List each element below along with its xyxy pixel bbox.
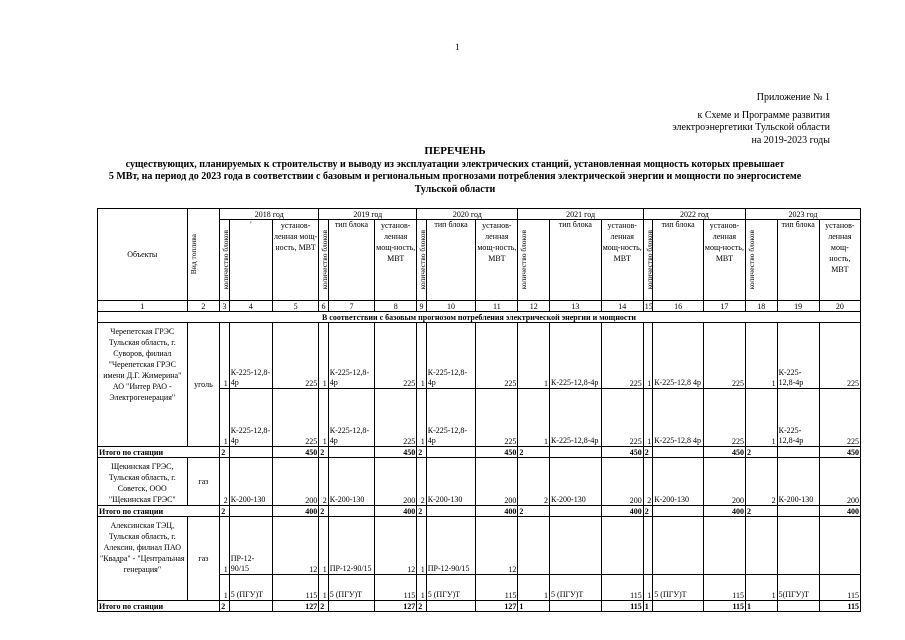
installed-power: 200 xyxy=(375,458,417,506)
column-number: 18 xyxy=(746,301,778,312)
total-power: 400 xyxy=(272,506,318,517)
document-title xyxy=(60,145,850,196)
block-type: К-225-12,8-4р xyxy=(550,389,602,447)
column-header-power: установ-ленная мощ-ность, МВТ xyxy=(476,220,518,301)
block-count: 2 xyxy=(417,458,426,506)
fuel-type: уголь xyxy=(187,323,220,447)
total-count: 2 xyxy=(220,447,229,458)
block-type: ПР-12-90/15 xyxy=(229,517,272,575)
block-type: 5 (ПГУ)Т xyxy=(653,575,704,601)
station-total-label: Итого по станции xyxy=(98,447,220,458)
block-count: 1 xyxy=(319,517,328,575)
block-count: 1 xyxy=(643,389,652,447)
installed-power: 115 xyxy=(819,575,860,601)
block-type: К-225-12,8-4р xyxy=(426,323,476,389)
column-header-fuel xyxy=(187,209,220,301)
total-type-empty xyxy=(426,601,476,612)
installed-power: 115 xyxy=(601,575,643,601)
total-count: 2 xyxy=(518,447,550,458)
total-power: 450 xyxy=(819,447,860,458)
block-count: 1 xyxy=(643,323,652,389)
column-header-count-label: количество блоков xyxy=(644,230,654,290)
total-type-empty xyxy=(229,506,272,517)
block-count: 1 xyxy=(220,517,229,575)
column-header-count-label: количество блоков xyxy=(221,230,231,290)
installed-power: 115 xyxy=(272,575,318,601)
total-power: 127 xyxy=(476,601,518,612)
column-header-count xyxy=(518,220,550,301)
column-number: 4 xyxy=(229,301,272,312)
block-type: 5 (ПГУ)Т xyxy=(550,575,602,601)
column-header-power: установ-ленная мощ-ность, МВТ xyxy=(375,220,417,301)
appendix-line: электроэнергетики Тульской области xyxy=(672,122,830,133)
block-type: ПР-12-90/15 xyxy=(426,517,476,575)
installed-power: 200 xyxy=(819,458,860,506)
total-count: 2 xyxy=(220,506,229,517)
total-count: 2 xyxy=(746,447,778,458)
installed-power: 115 xyxy=(703,575,745,601)
block-count: 1 xyxy=(746,575,778,601)
total-power: 115 xyxy=(703,601,745,612)
installed-power: 12 xyxy=(375,517,417,575)
station-total-row xyxy=(98,506,861,517)
block-count: 2 xyxy=(643,458,652,506)
installed-power: 225 xyxy=(703,389,745,447)
station-total-row xyxy=(98,601,861,612)
year-header: 2019 год xyxy=(319,209,417,220)
block-count xyxy=(746,517,778,575)
header-row-years xyxy=(98,209,861,220)
column-header-objects: Объекты xyxy=(98,209,188,301)
column-header-fuel-label: Вид топлива xyxy=(188,234,198,275)
column-header-count-label: количество блоков xyxy=(747,230,756,290)
total-count: 2 xyxy=(518,506,550,517)
appendix-block xyxy=(570,92,830,147)
column-header-count xyxy=(643,220,652,301)
block-type: К-200-130 xyxy=(328,458,374,506)
total-power: 400 xyxy=(375,506,417,517)
station-total-label: Итого по станции xyxy=(98,601,220,612)
total-type-empty xyxy=(550,506,602,517)
block-count: 1 xyxy=(319,575,328,601)
block-type: 5 (ПГУ)Т xyxy=(229,575,272,601)
column-number: 13 xyxy=(550,301,602,312)
block-type: ПР-12-90/15 xyxy=(328,517,374,575)
station-row xyxy=(98,323,861,389)
station-total-label: Итого по станции xyxy=(98,506,220,517)
section-row xyxy=(98,312,861,323)
installed-power: 200 xyxy=(601,458,643,506)
column-header-count-label: количество блоков xyxy=(418,230,428,290)
column-number: 19 xyxy=(777,301,819,312)
block-type: К-200-130 xyxy=(229,458,272,506)
total-type-empty xyxy=(653,601,704,612)
page-number: 1 xyxy=(455,42,460,52)
block-type: К-225-12,8-4р xyxy=(550,323,602,389)
total-power: 127 xyxy=(375,601,417,612)
total-power: 127 xyxy=(272,601,318,612)
installed-power: 225 xyxy=(703,323,745,389)
total-count: 2 xyxy=(643,506,652,517)
total-type-empty xyxy=(426,506,476,517)
column-header-power: установ-ленная мощ-ность, МВТ xyxy=(819,220,860,301)
block-count: 1 xyxy=(220,575,229,601)
station-name: Алексинская ТЭЦ, Тульская область, г. Алексин, филиал ПАО "Квадра" - "Центральная генерация" xyxy=(98,517,188,601)
fuel-type: газ xyxy=(187,458,220,506)
installed-power: 115 xyxy=(476,575,518,601)
block-count: 2 xyxy=(319,458,328,506)
block-type: К-225-12,8-4р xyxy=(777,389,819,447)
block-count: 1 xyxy=(417,575,426,601)
block-type: К-225-12,8-4р xyxy=(229,323,272,389)
block-count: 1 xyxy=(319,323,328,389)
block-type: К-200-130 xyxy=(653,458,704,506)
block-type xyxy=(550,517,602,575)
block-type: 5(ПГУ)Т xyxy=(777,575,819,601)
column-header-type: тип блока xyxy=(550,220,602,301)
installed-power: 225 xyxy=(375,323,417,389)
total-type-empty xyxy=(328,506,374,517)
column-number: 6 xyxy=(319,301,328,312)
column-number: 9 xyxy=(417,301,426,312)
block-type xyxy=(777,517,819,575)
total-count: 2 xyxy=(319,506,328,517)
installed-power xyxy=(703,517,745,575)
column-header-count-label: количество блоков xyxy=(519,230,529,290)
total-count: 2 xyxy=(319,601,328,612)
column-number: 16 xyxy=(653,301,704,312)
year-header: 2023 год xyxy=(746,209,861,220)
installed-power: 225 xyxy=(375,389,417,447)
block-type: К-225-12,8-4р xyxy=(328,389,374,447)
stations-table xyxy=(97,208,861,612)
total-count: 2 xyxy=(417,601,426,612)
installed-power: 225 xyxy=(272,323,318,389)
column-numbers-row xyxy=(98,301,861,312)
column-header-count xyxy=(319,220,328,301)
total-type-empty xyxy=(653,447,704,458)
total-count: 1 xyxy=(518,601,550,612)
block-type: 5 (ПГУ)Т xyxy=(426,575,476,601)
installed-power: 200 xyxy=(703,458,745,506)
appendix-title: Приложение № 1 xyxy=(756,92,830,103)
installed-power: 225 xyxy=(601,323,643,389)
total-type-empty xyxy=(550,601,602,612)
block-count xyxy=(643,517,652,575)
station-name: Черепетская ГРЭС Тульская область, г. Суворов, филиал "Черепетская ГРЭС имени Д.Г. Жимерина" АО "Интер РАО - Электрогенерация" xyxy=(98,323,188,447)
column-number: 1 xyxy=(98,301,188,312)
column-header-count-label: количество блоков xyxy=(320,230,330,290)
total-type-empty xyxy=(426,447,476,458)
block-count: 1 xyxy=(518,575,550,601)
station-row xyxy=(98,517,861,575)
total-type-empty xyxy=(777,447,819,458)
block-count: 1 xyxy=(417,323,426,389)
block-type: К-225-12,8 4р xyxy=(653,323,704,389)
total-count: 2 xyxy=(417,506,426,517)
total-power: 450 xyxy=(375,447,417,458)
column-header-type: тип блока xyxy=(426,220,476,301)
year-header: 2020 год xyxy=(417,209,518,220)
block-count: 1 xyxy=(417,389,426,447)
installed-power: 200 xyxy=(272,458,318,506)
station-name: Щекинская ГРЭС, Тульская область, г. Советск, ООО "Щекинская ГРЭС" xyxy=(98,458,188,506)
column-header-type: тип блока xyxy=(777,220,819,301)
total-type-empty xyxy=(328,601,374,612)
column-number: 5 xyxy=(272,301,318,312)
block-type: К-225-12,8-4р xyxy=(777,323,819,389)
block-type: К-200-130 xyxy=(777,458,819,506)
block-count: 1 xyxy=(319,389,328,447)
installed-power xyxy=(601,517,643,575)
column-header-type: тип блока xyxy=(653,220,704,301)
block-count: 2 xyxy=(220,458,229,506)
block-type: К-225-12,8-4р xyxy=(229,389,272,447)
column-number: 7 xyxy=(328,301,374,312)
appendix-line: на 2019-2023 годы xyxy=(751,134,830,146)
total-type-empty xyxy=(328,447,374,458)
total-type-empty xyxy=(777,506,819,517)
station-row xyxy=(98,458,861,506)
column-number: 15 xyxy=(644,301,653,311)
total-power: 400 xyxy=(601,506,643,517)
installed-power: 225 xyxy=(819,323,860,389)
total-power: 450 xyxy=(703,447,745,458)
installed-power: 12 xyxy=(272,517,318,575)
column-number: 11 xyxy=(476,301,518,312)
installed-power: 225 xyxy=(272,389,318,447)
installed-power: 115 xyxy=(375,575,417,601)
block-count: 1 xyxy=(746,389,778,447)
installed-power: 200 xyxy=(476,458,518,506)
total-power: 400 xyxy=(476,506,518,517)
total-power: 115 xyxy=(819,601,860,612)
column-header-power: установ-ленная мощ-ность, МВТ xyxy=(601,220,643,301)
section-title: В соответствии с базовым прогнозом потребления электрической энергии и мощности xyxy=(98,312,861,323)
installed-power: 12 xyxy=(476,517,518,575)
total-type-empty xyxy=(229,447,272,458)
column-header-type: тип блока xyxy=(328,220,374,301)
block-type: К-200-130 xyxy=(426,458,476,506)
total-type-empty xyxy=(229,601,272,612)
total-count: 1 xyxy=(643,601,652,612)
column-number: 8 xyxy=(375,301,417,312)
total-count: 1 xyxy=(746,601,778,612)
total-count: 2 xyxy=(643,447,652,458)
total-type-empty xyxy=(777,601,819,612)
block-count: 1 xyxy=(220,389,229,447)
total-power: 450 xyxy=(272,447,318,458)
block-type: 5 (ПГУ)Т xyxy=(328,575,374,601)
total-type-empty xyxy=(653,506,704,517)
column-number: 20 xyxy=(819,301,860,312)
column-header-power: установ-ленная мощ-ность, МВТ xyxy=(703,220,745,301)
year-header: 2018 год xyxy=(220,209,319,220)
column-number: 17 xyxy=(703,301,745,312)
block-count: 1 xyxy=(643,575,652,601)
column-header-count xyxy=(417,220,426,301)
column-header-count xyxy=(220,220,229,301)
total-power: 450 xyxy=(601,447,643,458)
block-type: К-225-12,8-4р xyxy=(328,323,374,389)
block-count: 1 xyxy=(518,389,550,447)
total-type-empty xyxy=(550,447,602,458)
block-count: 1 xyxy=(417,517,426,575)
total-count: 2 xyxy=(746,506,778,517)
block-count xyxy=(518,517,550,575)
year-header: 2022 год xyxy=(643,209,745,220)
column-number: 10 xyxy=(426,301,476,312)
block-type: К-225-12,8-4р xyxy=(426,389,476,447)
station-total-row xyxy=(98,447,861,458)
title-head: ПЕРЕЧЕНЬ xyxy=(424,145,486,157)
column-number: 3 xyxy=(220,301,229,312)
installed-power: 225 xyxy=(476,323,518,389)
block-count: 2 xyxy=(518,458,550,506)
year-header: 2021 год xyxy=(518,209,643,220)
block-count: 1 xyxy=(220,323,229,389)
column-number: 2 xyxy=(187,301,220,312)
total-power: 400 xyxy=(703,506,745,517)
block-type xyxy=(653,517,704,575)
block-type: К-225-12,8 4р xyxy=(653,389,704,447)
fuel-type: газ xyxy=(187,517,220,601)
installed-power: 225 xyxy=(819,389,860,447)
title-line: 5 МВт, на период до 2023 года в соответствии с базовым и региональным прогнозами потребления электрической энергии и мощности по энергосистеме xyxy=(108,171,802,182)
title-line: Тульской области xyxy=(414,183,496,195)
total-count: 2 xyxy=(319,447,328,458)
column-header-type: ' xyxy=(229,220,272,301)
total-power: 115 xyxy=(601,601,643,612)
appendix-line: к Схеме и Программе развития xyxy=(697,109,830,121)
installed-power: 225 xyxy=(601,389,643,447)
block-count: 1 xyxy=(518,323,550,389)
column-number: 12 xyxy=(518,301,550,312)
title-line: существующих, планируемых к строительству и выводу из эксплуатации электрических станций, установленная мощность которых превышает xyxy=(125,158,785,170)
total-count: 2 xyxy=(220,601,229,612)
block-type: К-200-130 xyxy=(550,458,602,506)
block-count: 2 xyxy=(746,458,778,506)
total-power: 400 xyxy=(819,506,860,517)
block-count: 1 xyxy=(746,323,778,389)
total-power: 450 xyxy=(476,447,518,458)
column-header-count xyxy=(746,220,778,301)
column-number: 14 xyxy=(601,301,643,312)
total-count: 2 xyxy=(417,447,426,458)
column-header-power: установ-ленная мощ-ность, МВТ xyxy=(272,220,318,301)
installed-power xyxy=(819,517,860,575)
installed-power: 225 xyxy=(476,389,518,447)
